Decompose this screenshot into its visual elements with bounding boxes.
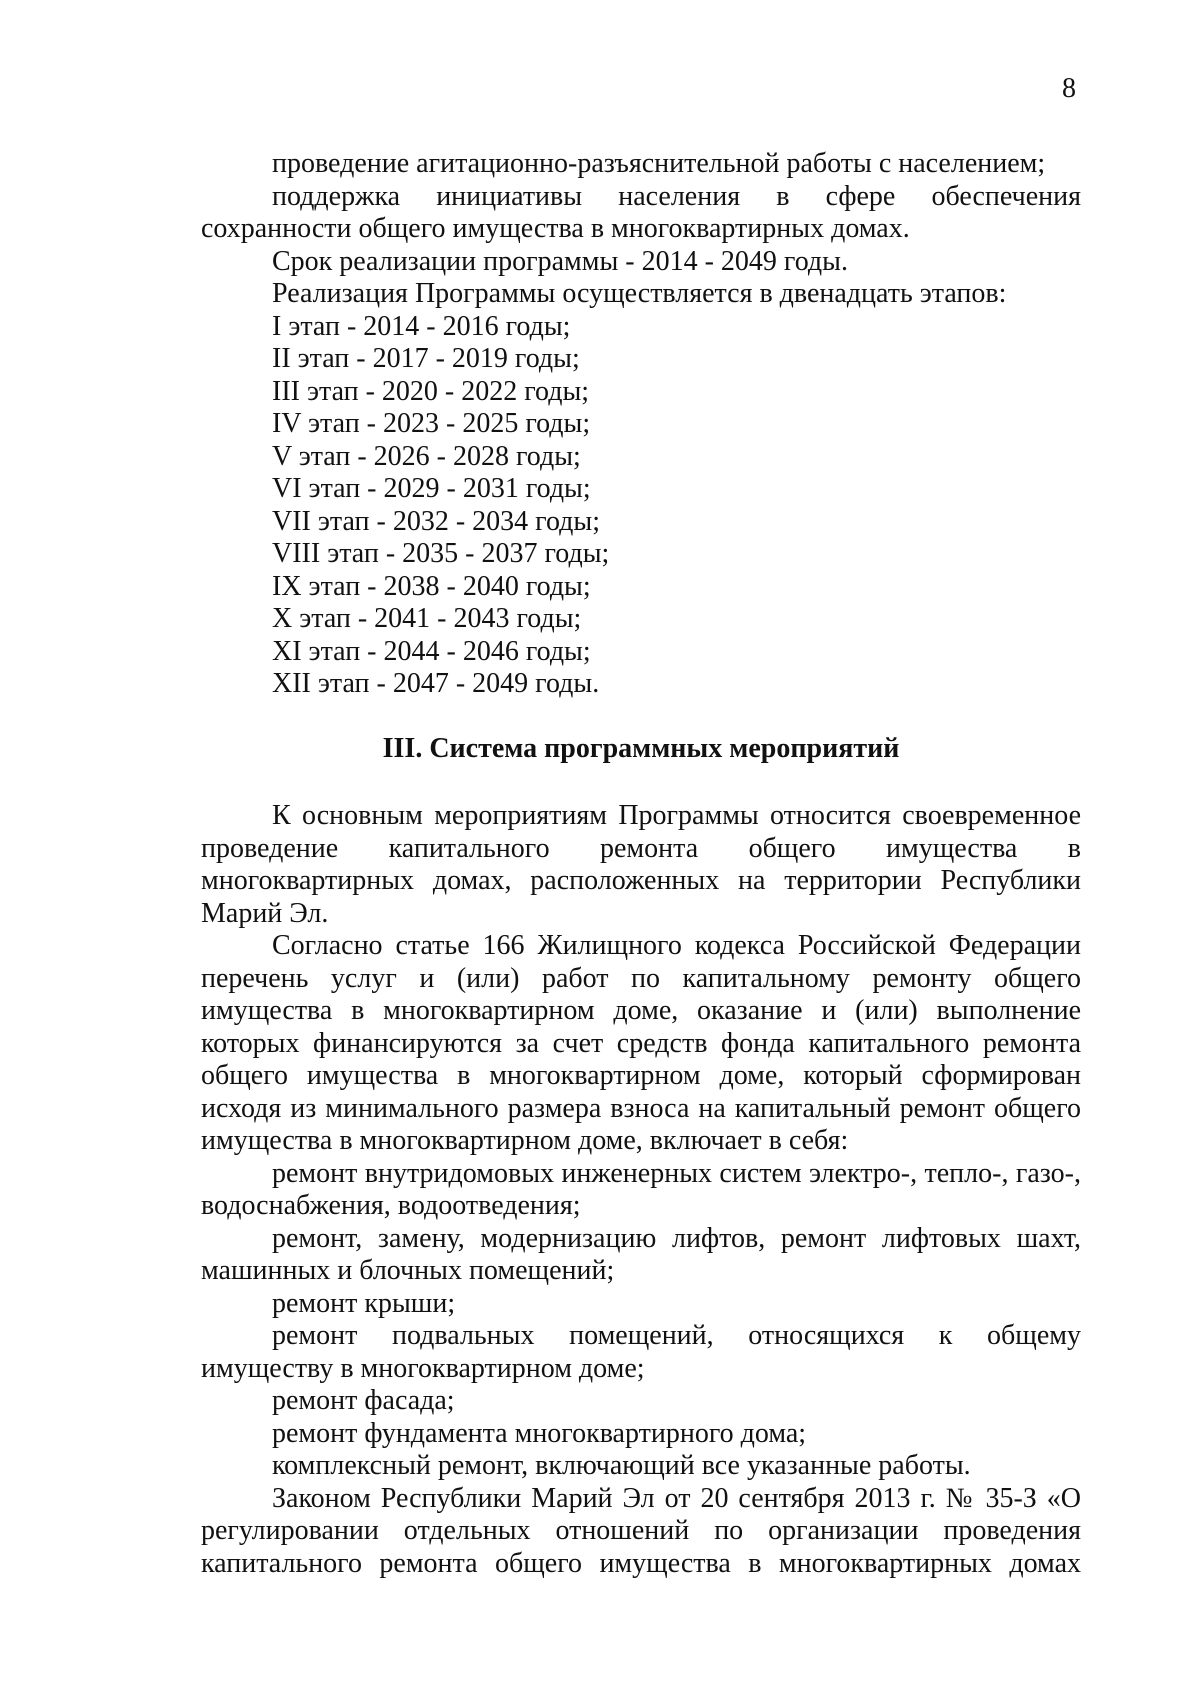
paragraph-initiative-support: поддержка инициативы населения в сфере обеспечения сохранности общего имущества в многоквартирных домах. — [201, 180, 1081, 244]
list-item-basement: ремонт подвальных помещений, относящихся к общему имуществу в многоквартирном доме; — [201, 1320, 1081, 1384]
stage-item: VII этап - 2032 - 2034 годы; — [272, 505, 600, 537]
stage-item: V этап - 2026 - 2028 годы; — [272, 440, 581, 472]
list-item-facade: ремонт фасада; — [272, 1385, 455, 1416]
bottom-text-block — [201, 800, 1081, 1580]
stage-item: IV этап - 2023 - 2025 годы; — [272, 408, 591, 439]
paragraph-main-measures: К основным мероприятиям Программы относится своевременное проведение капитального ремонта общего имущества в многоквартирных домах, расположенных на территории Республики Марий Эл. — [201, 800, 1081, 929]
paragraph-agitation: проведение агитационно-разъяснительной работы с населением; — [272, 148, 1046, 179]
stage-item: VI этап - 2029 - 2031 годы; — [272, 473, 591, 504]
list-item-foundation: ремонт фундамента многоквартирного дома; — [272, 1417, 807, 1449]
stage-item: III этап - 2020 - 2022 годы; — [272, 375, 590, 407]
list-item-complex-repair: комплексный ремонт, включающий все указанные работы. — [272, 1450, 971, 1481]
stage-item: VIII этап - 2035 - 2037 годы; — [272, 538, 610, 569]
paragraph-housing-code: Согласно статье 166 Жилищного кодекса Российской Федерации перечень услуг и (или) работ по капитальному ремонту общего имущества в многоквартирном доме, оказание и (или) выполнение которых финансируются за счет средств фонда капитального ремонта общего имущества в многоквартирном доме, который сформирован исходя из минимального размера взноса на капитальный ремонт общего имущества в многоквартирном доме, включает в себя: — [201, 930, 1081, 1156]
paragraph-law-reference: Законом Республики Марий Эл от 20 сентября 2013 г. № 35-З «О регулировании отдельных отношений по организации проведения капитального ремонта общего имущества в многоквартирных домах — [201, 1482, 1081, 1579]
paragraph-program-term: Срок реализации программы - 2014 - 2049 годы. — [272, 245, 848, 277]
stage-item: I этап - 2014 - 2016 годы; — [272, 310, 571, 342]
section-heading: III. Система программных мероприятий — [382, 733, 900, 764]
list-item-elevators: ремонт, замену, модернизацию лифтов, ремонт лифтовых шахт, машинных и блочных помещений; — [201, 1222, 1081, 1286]
top-text-block — [201, 148, 1081, 701]
stage-item: X этап - 2041 - 2043 годы; — [272, 603, 582, 634]
page-number: 8 — [1062, 73, 1076, 104]
stage-item: XI этап - 2044 - 2046 годы; — [272, 635, 591, 667]
stage-item: II этап - 2017 - 2019 годы; — [272, 343, 580, 374]
list-item-engineering-systems: ремонт внутридомовых инженерных систем электро-, тепло-, газо-, водоснабжения, водоотведения; — [201, 1157, 1081, 1221]
stage-item: IX этап - 2038 - 2040 годы; — [272, 570, 591, 602]
stage-item: XII этап - 2047 - 2049 годы. — [272, 668, 600, 699]
list-item-roof: ремонт крыши; — [272, 1287, 456, 1319]
paragraph-stages-intro: Реализация Программы осуществляется в двенадцать этапов: — [272, 278, 1007, 309]
